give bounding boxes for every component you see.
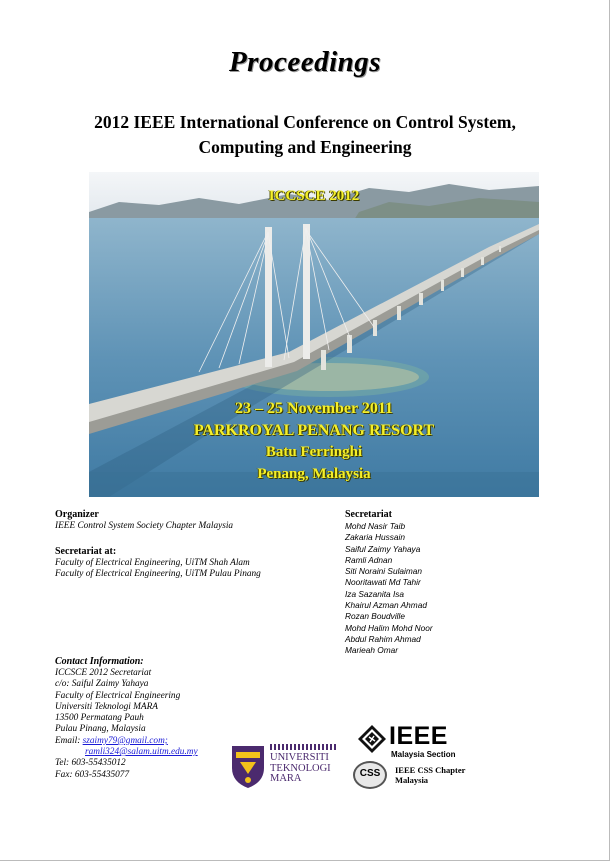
ieee-diamond-icon xyxy=(357,724,387,754)
secretariat-member: Rozan Boudville xyxy=(345,611,405,622)
secretariat-member: Abdul Rahim Ahmad xyxy=(345,633,421,644)
css-chapter-line: Malaysia xyxy=(395,775,429,785)
contact-heading: Contact Information: xyxy=(55,656,144,667)
secretariat-at-block xyxy=(55,546,261,581)
email-label: Email: xyxy=(55,735,81,746)
secretariat-member: Saiful Zaimy Yahaya xyxy=(345,543,421,554)
secretariat-member: Ramli Adnan xyxy=(345,554,393,565)
organizer-heading: Organizer xyxy=(55,509,99,520)
css-chapter-label xyxy=(395,765,465,785)
secretariat-block xyxy=(345,509,433,657)
secretariat-member: Khairul Azman Ahmad xyxy=(345,600,427,611)
contact-email-row-2 xyxy=(55,747,198,758)
secretariat-member: Zakaria Hussain xyxy=(345,532,405,543)
uitm-jawi-text xyxy=(270,744,338,750)
contact-block xyxy=(55,656,198,781)
secretariat-at-line: Faculty of Electrical Engineering, UiTM Pulau Pinang xyxy=(55,569,261,580)
uitm-logo xyxy=(228,742,338,790)
email-link-2[interactable]: ramli324@salam.uitm.edu.my xyxy=(85,747,198,758)
proceedings-title: Proceedings xyxy=(228,46,382,78)
uitm-wordmark-line: UNIVERSITI xyxy=(270,752,329,763)
secretariat-member: Nooritawati Md Tahir xyxy=(345,577,421,588)
conference-title-line-1: 2012 IEEE International Conference on Control System, xyxy=(94,112,516,132)
ieee-section-label: Malaysia Section xyxy=(391,750,456,759)
banner-date: 23 – 25 November 2011 xyxy=(235,400,393,417)
banner-area: Batu Ferringhi xyxy=(265,444,363,460)
secretariat-member: Siti Noraini Sulaiman xyxy=(345,566,423,577)
ieee-css-chapter-logo xyxy=(353,760,483,794)
banner-venue: PARKROYAL PENANG RESORT xyxy=(193,422,435,439)
ieee-malaysia-section-logo xyxy=(357,722,477,762)
contact-tel: Tel: 603-55435012 xyxy=(55,758,126,769)
secretariat-heading: Secretariat xyxy=(345,509,393,520)
cover-photo-penang-bridge xyxy=(89,172,539,497)
contact-line: Universiti Teknologi MARA xyxy=(55,701,158,712)
secretariat-member: Mohd Nasir Taib xyxy=(345,521,406,531)
banner-acronym: ICCSCE 2012 xyxy=(268,188,360,204)
contact-line: ICCSCE 2012 Secretariat xyxy=(55,668,152,678)
uitm-crest-icon xyxy=(228,742,268,790)
contact-line: 13500 Permatang Pauh xyxy=(55,713,144,724)
email-link-1[interactable]: szaimy79@gmail.com; xyxy=(82,735,168,746)
banner-city: Penang, Malaysia xyxy=(257,466,371,482)
organizer-name: IEEE Control System Society Chapter Malaysia xyxy=(55,521,234,531)
contact-line: Pulau Pinang, Malaysia xyxy=(55,724,146,735)
secretariat-member: Mohd Halim Mohd Noor xyxy=(345,622,433,633)
conference-title xyxy=(0,110,610,160)
contact-email-row xyxy=(55,736,198,747)
organizer-block xyxy=(55,509,233,532)
conference-title-line-2: Computing and Engineering xyxy=(198,137,412,157)
contact-line: Faculty of Electrical Engineering xyxy=(55,690,181,701)
secretariat-member-list xyxy=(345,521,433,657)
ieee-wordmark: IEEE xyxy=(389,722,448,750)
secretariat-member: Iza Sazanita Isa xyxy=(345,588,405,599)
uitm-wordmark-line: MARA xyxy=(270,773,302,784)
contact-fax: Fax: 603-55435077 xyxy=(55,769,130,780)
secretariat-at-heading: Secretariat at: xyxy=(55,546,117,557)
secretariat-member: Marieah Omar xyxy=(345,645,399,656)
contact-line: c/o: Saiful Zaimy Yahaya xyxy=(55,679,149,690)
uitm-wordmark-line: TEKNOLOGI xyxy=(270,762,331,774)
css-badge-text: CSS xyxy=(359,768,381,779)
secretariat-at-line: Faculty of Electrical Engineering, UiTM Shah Alam xyxy=(55,558,250,568)
uitm-wordmark xyxy=(270,753,331,785)
css-chapter-line: IEEE CSS Chapter xyxy=(395,765,466,775)
